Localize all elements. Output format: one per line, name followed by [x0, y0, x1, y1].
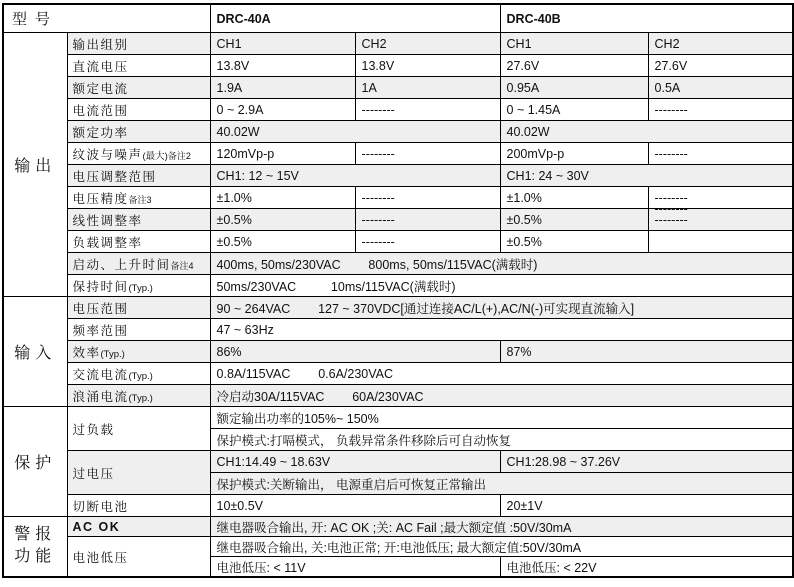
row-dc-voltage [3, 54, 793, 76]
rated-power-b: 40.02W [500, 120, 793, 142]
dc-voltage-b2: 27.6V [648, 54, 793, 76]
group-alarm [3, 516, 67, 577]
dc-voltage-b1: 27.6V [500, 54, 648, 76]
voltage-adj-range-label: 电压调整范围 [67, 164, 210, 186]
ripple-noise-label [67, 142, 210, 164]
ac-current-label [67, 362, 210, 384]
ac-ok-value: 继电器吸合输出, 开: AC OK ;关: AC Fail ;最大额定值 :50V/30mA [210, 516, 793, 536]
model-b: DRC-40B [500, 4, 793, 32]
group-alarm-line2: 功能 [14, 548, 57, 565]
row-frequency-range [3, 318, 793, 340]
load-regulation-a1: ±0.5% [210, 230, 355, 252]
row-voltage-accuracy [3, 186, 793, 208]
voltage-accuracy-a1: ±1.0% [210, 186, 355, 208]
rated-current-b1: 0.95A [500, 76, 648, 98]
row-ac-current [3, 362, 793, 384]
setup-rise-time-label-text: 启动、上升时间 [72, 257, 171, 272]
efficiency-b: 87% [500, 340, 793, 362]
row-battery-cutoff [3, 494, 793, 516]
ac-current-typ: (Typ.) [128, 370, 153, 382]
ac-ok-label: AC OK [67, 516, 210, 536]
voltage-accuracy-b2-dashes: -------- [654, 190, 688, 205]
hold-up-time-value: 50ms/230VAC 10ms/115VAC(满载时) [210, 274, 793, 296]
voltage-accuracy-b2 [648, 186, 793, 216]
frequency-range-label: 频率范围 [67, 318, 210, 340]
line-regulation-a1: ±0.5% [210, 208, 355, 230]
cell-a-ch2: CH2 [355, 32, 500, 54]
row-voltage-adj-range [3, 164, 793, 186]
line-regulation-b2: -------- [648, 208, 793, 230]
overvoltage-mode: 保护模式:关断输出， 电源重启后可恢复正常输出 [210, 472, 793, 494]
load-regulation-label: 负载调整率 [67, 230, 210, 252]
inrush-current-value: 冷启动30A/115VAC 60A/230VAC [210, 384, 793, 406]
rated-power-a: 40.02W [210, 120, 500, 142]
rated-power-label: 额定功率 [67, 120, 210, 142]
overvoltage-b: CH1:28.98 ~ 37.26V [500, 450, 793, 472]
voltage-adj-range-b: CH1: 24 ~ 30V [500, 164, 793, 186]
current-range-b1: 0 ~ 1.45A [500, 98, 648, 120]
row-overload-1 [3, 406, 793, 428]
ripple-noise-a2: -------- [355, 142, 500, 164]
current-range-b2: -------- [648, 98, 793, 120]
row-model [3, 4, 793, 32]
row-inrush-current [3, 384, 793, 406]
battery-cutoff-label: 切断电池 [67, 494, 210, 516]
inrush-current-label [67, 384, 210, 406]
rated-current-b2: 0.5A [648, 76, 793, 98]
ripple-noise-b2: -------- [648, 142, 793, 164]
row-hold-up-time [3, 274, 793, 296]
group-input: 输入 [3, 296, 67, 406]
row-overvoltage-1 [3, 450, 793, 472]
frequency-range-value: 47 ~ 63Hz [210, 318, 793, 340]
current-range-a1: 0 ~ 2.9A [210, 98, 355, 120]
group-alarm-line1: 警报 [14, 526, 57, 544]
current-range-a2: -------- [355, 98, 500, 120]
rated-current-a1: 1.9A [210, 76, 355, 98]
row-battery-low-1 [3, 536, 793, 556]
dc-voltage-a2: 13.8V [355, 54, 500, 76]
hold-up-time-label [67, 274, 210, 296]
dc-voltage-a1: 13.8V [210, 54, 355, 76]
line-regulation-b1: ±0.5% [500, 208, 648, 230]
voltage-accuracy-label-text: 电压精度 [72, 191, 129, 206]
setup-rise-time-value: 400ms, 50ms/230VAC 800ms, 50ms/115VAC(满载时) [210, 252, 793, 274]
efficiency-label [67, 340, 210, 362]
load-regulation-b2 [648, 230, 793, 252]
battery-cutoff-b: 20±1V [500, 494, 793, 516]
battery-cutoff-a: 10±0.5V [210, 494, 500, 516]
voltage-accuracy-b2-dash-artifact: -------- [654, 201, 688, 216]
ripple-noise-b1: 200mVp-p [500, 142, 648, 164]
cell-a-ch1: CH1 [210, 32, 355, 54]
overvoltage-a: CH1:14.49 ~ 18.63V [210, 450, 500, 472]
group-output: 输出 [3, 32, 67, 296]
efficiency-typ: (Typ.) [100, 348, 125, 360]
spec-table [2, 3, 794, 578]
input-voltage-range-label: 电压范围 [67, 296, 210, 318]
row-setup-rise-time [3, 252, 793, 274]
row-rated-power [3, 120, 793, 142]
ac-current-label-text: 交流电流 [72, 367, 129, 382]
overload-range: 额定输出功率的105%~ 150% [210, 406, 793, 428]
cell-b-ch2: CH2 [648, 32, 793, 54]
row-ac-ok [3, 516, 793, 536]
load-regulation-a2: -------- [355, 230, 500, 252]
hold-up-time-label-text: 保持时间 [72, 279, 129, 294]
ripple-noise-a1: 120mVp-p [210, 142, 355, 164]
ripple-noise-label-text: 纹波与噪声 [72, 147, 143, 162]
inrush-current-label-text: 浪涌电流 [72, 389, 129, 404]
efficiency-a: 86% [210, 340, 500, 362]
voltage-accuracy-label [67, 186, 210, 208]
rated-current-label: 额定电流 [67, 76, 210, 98]
voltage-accuracy-note: 备注3 [128, 194, 152, 205]
overload-mode: 保护模式:打嗝模式， 负载异常条件移除后可自动恢复 [210, 428, 793, 450]
voltage-adj-range-a: CH1: 12 ~ 15V [210, 164, 500, 186]
row-rated-current [3, 76, 793, 98]
row-output-channels [3, 32, 793, 54]
input-voltage-range-value: 90 ~ 264VAC 127 ~ 370VDC[通过连接AC/L(+),AC/N(-)可实现直流输入] [210, 296, 793, 318]
model-label: 型号 [3, 4, 210, 32]
load-regulation-b1: ±0.5% [500, 230, 648, 252]
group-protection: 保护 [3, 406, 67, 516]
ripple-noise-label-max: (最大) [142, 150, 168, 162]
voltage-accuracy-b1: ±1.0% [500, 186, 648, 208]
ripple-noise-note: 备注2 [167, 150, 191, 161]
inrush-current-typ: (Typ.) [128, 392, 153, 404]
overvoltage-label: 过电压 [67, 450, 210, 494]
battery-low-a: 电池低压: < 11V [210, 556, 500, 577]
overload-label: 过负载 [67, 406, 210, 450]
setup-rise-time-label [67, 252, 210, 274]
model-a: DRC-40A [210, 4, 500, 32]
cell-b-ch1: CH1 [500, 32, 648, 54]
battery-low-relay: 继电器吸合输出, 关:电池正常; 开:电池低压; 最大额定值:50V/30mA [210, 536, 793, 556]
rated-current-a2: 1A [355, 76, 500, 98]
row-input-voltage-range [3, 296, 793, 318]
line-regulation-label: 线性调整率 [67, 208, 210, 230]
setup-rise-time-note: 备注4 [170, 260, 194, 271]
current-range-label: 电流范围 [67, 98, 210, 120]
row-load-regulation [3, 230, 793, 252]
line-regulation-a2: -------- [355, 208, 500, 230]
ac-current-value: 0.8A/115VAC 0.6A/230VAC [210, 362, 793, 384]
row-ripple-noise [3, 142, 793, 164]
battery-low-b: 电池低压: < 22V [500, 556, 793, 577]
row-efficiency [3, 340, 793, 362]
hold-up-time-typ: (Typ.) [128, 282, 153, 294]
voltage-accuracy-a2: -------- [355, 186, 500, 208]
output-channels-label: 输出组别 [67, 32, 210, 54]
battery-low-label: 电池低压 [67, 536, 210, 577]
row-current-range [3, 98, 793, 120]
efficiency-label-text: 效率 [72, 345, 101, 360]
dc-voltage-label: 直流电压 [67, 54, 210, 76]
